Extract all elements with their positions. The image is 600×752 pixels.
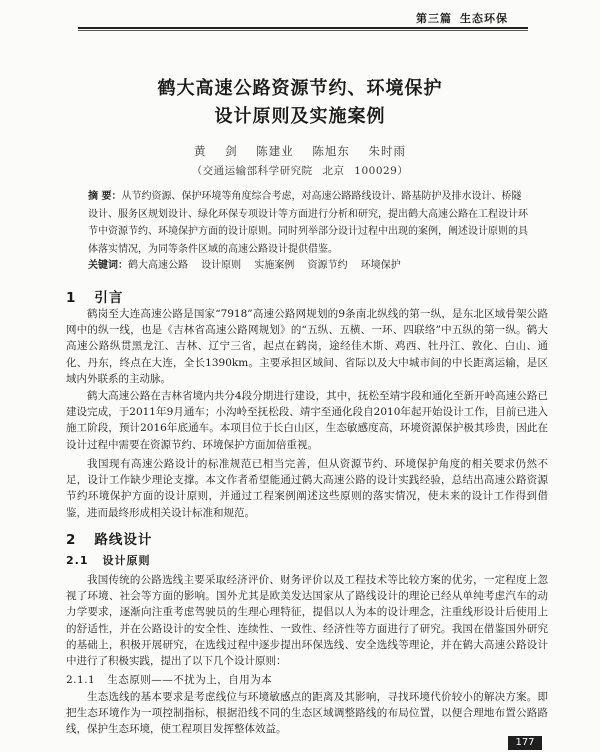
section-number: 1: [66, 290, 77, 306]
paragraph-design-principles: 我国传统的公路选线主要采取经济评价、财务评价以及工程技术等比较方案的优劣，一定程度上忽视了环境、社会等方面的影响。国外尤其是欧美发达国家从了路线设计的理论已经从单纯考虑汽车的动力学要求，逐渐向注重考虑驾驶员的生理心理特征，提倡以人为本的设计理念，注重线形设计后使用上的舒适性，并在公路设计的安全性、连续性、一致性、经济性等方面进行了研究。我国在借鉴国外研究的基础上，积极开展研究，在选线过程中逐步提出环保选线、安全选线等理论，并在鹤大高速公路设计中进行了积极实践，提出了以下几个设计原则：: [66, 574, 548, 668]
section-heading-1: [66, 286, 123, 306]
abstract-label: 摘 要：: [88, 191, 122, 202]
author-list: 黄 剑 陈建业 陈旭东 朱时雨: [193, 144, 407, 158]
author-affiliation: （交通运输部科学研究院 北京 100029）: [191, 165, 409, 177]
subsubsection-title: 生态原则——不扰为上，自用为本: [107, 674, 273, 686]
subsection-heading-2-1: [66, 552, 151, 568]
abstract: [88, 188, 528, 258]
paragraph-intro-1: 鹤岗至大连高速公路是国家“7918”高速公路网规划的9条南北纵线的第一纵，是东北区域骨架公路网中的纵一线，也是《吉林省高速公路网规划》的“五纵、五横、一环、四联络”中五纵的第一纵。鹤大高速公路纵贯黑龙江、吉林、辽宁三省，起点在鹤岗，途经佳木斯、鸡西、牡丹江、敦化、白山、通化、丹东，终点在大连，全长1390km。主要承担区域间、省际以及大中城市间的中长距离运输，是区域内外联系的主动脉。: [66, 308, 548, 385]
paragraph-intro-2: 鹤大高速公路在吉林省境内共分4段分期进行建设，其中，抚松至靖宇段和通化至新开岭高速公路已建设完成，于2011年9月通车；小沟岭至抚松段、靖宇至通化段自2010年起开始设计工作，目前已进入施工阶段，预计2016年底通车。本项目位于长白山区，生态敏感度高，环境资源保护极其珍贵，因此在设计过程中需要在资源节约、环境保护方面加倍重视。: [66, 390, 548, 451]
keywords: [88, 258, 528, 274]
section-number: 2: [66, 532, 77, 548]
section-heading-2: [66, 528, 152, 548]
keywords-text: 鹤大高速公路 设计原则 实施案例 资源节约 环境保护: [128, 260, 401, 271]
paragraph-ecology-principle: 生态选线的基本要求是考虑线位与环境敏感点的距离及其影响，寻找环境代价较小的解决方案。即把生态环境作为一项控制指标，根据沿线不同的生态区域调整路线的布局位置，以便合理地布置公路路线，保护生态环境，使工程项目发挥整体效益。: [66, 691, 548, 736]
abstract-text: 从节约资源、保护环境等角度综合考虑，对高速公路路线设计、路基防护及排水设计、桥隧设计、服务区规划设计、绿化环保专项设计等方面进行分析和研究，提出鹤大高速公路在工程设计环节中资源节约、环境保护方面的设计原则。同时列举部分设计过程中出现的案例，阐述设计原则的具体落实情况，为同等条件区域的高速公路设计提供借鉴。: [88, 191, 528, 255]
header-section: 第三篇: [416, 12, 452, 25]
paragraph-intro-3: 我国现有高速公路设计的标准规范已相当完善，但从资源节约、环境保护角度的相关要求仍然不足，设计工作缺少理论支撑。本文作者希望能通过鹤大高速公路的设计实践经验，总结出高速公路资源节约环境保护方面的设计原则，并通过工程案例阐述这些原则的落实情况，使未来的设计工作得到借鉴，进而最终形成相关设计标准和规范。: [66, 458, 548, 519]
section-title: 路线设计: [94, 532, 153, 548]
article-title-line-2: 设计原则及实施案例: [214, 106, 386, 127]
section-title: 引言: [94, 290, 124, 306]
article-title-line-1: 鹤大高速公路资源节约、环境保护: [157, 78, 443, 99]
subsubsection-number: 2.1.1: [66, 674, 96, 686]
header-rule: [78, 27, 528, 29]
keywords-label: 关键词：: [88, 260, 128, 271]
header-topic: 生态环保: [460, 12, 508, 25]
running-header: [0, 10, 508, 26]
subsubsection-heading-2-1-1: [66, 672, 272, 687]
subsection-number: 2.1: [66, 554, 89, 567]
subsection-title: 设计原则: [102, 554, 151, 567]
header-rule-thin: [78, 30, 528, 31]
page-number: 177: [508, 736, 542, 750]
